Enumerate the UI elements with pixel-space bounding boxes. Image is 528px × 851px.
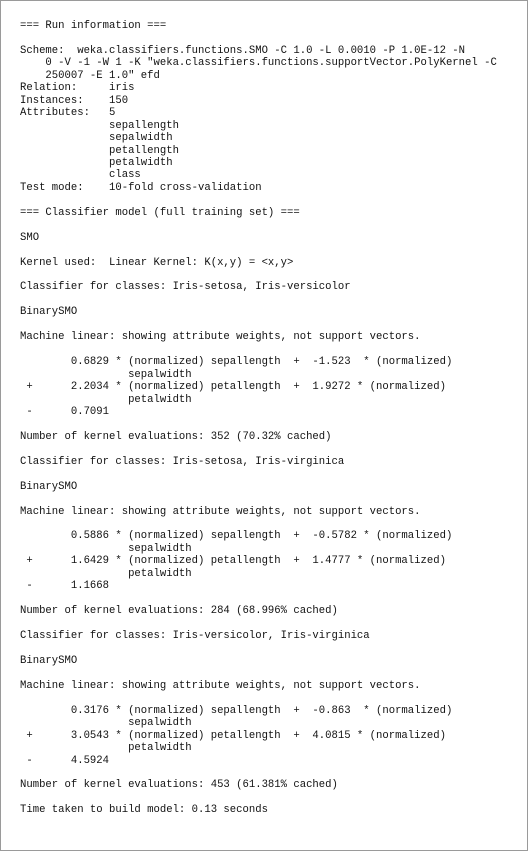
output-line: Scheme: weka.classifiers.functions.SMO -C 1.0 -L 0.0010 -P 1.0E-12 -N [20,44,466,57]
output-line: sepallength [20,119,179,132]
output-line: + 3.0543 * (normalized) petallength + 4.0815 * (normalized) [20,729,446,742]
output-line: petalwidth [20,156,173,169]
output-line: Relation: iris [20,82,135,95]
output-line: 0.6829 * (normalized) sepallength + -1.523 * (normalized) [20,356,453,369]
output-line: petalwidth [20,567,192,580]
output-line: Machine linear: showing attribute weights, not support vectors. [20,679,421,692]
output-line: - 4.5924 [20,754,110,767]
output-line: - 1.1668 [20,580,110,593]
output-line: + 1.6429 * (normalized) petallength + 1.4777 * (normalized) [20,555,446,568]
output-line: 0.5886 * (normalized) sepallength + -0.5782 * (normalized) [20,530,453,543]
output-line: sepalwidth [20,717,192,730]
output-line: Attributes: 5 [20,107,116,120]
output-line: Test mode: 10-fold cross-validation [20,181,262,194]
output-line: Number of kernel evaluations: 284 (68.996% cached) [20,605,338,618]
output-line: BinarySMO [20,306,78,319]
output-line: Classifier for classes: Iris-versicolor, Iris-virginica [20,630,370,643]
classifier-output-text[interactable] [1,1,527,850]
output-line: Classifier for classes: Iris-setosa, Iris-virginica [20,455,345,468]
output-line: 250007 -E 1.0" efd [20,69,160,82]
output-line: SMO [20,231,40,244]
output-line: Machine linear: showing attribute weights, not support vectors. [20,505,421,518]
output-line: - 0.7091 [20,405,110,418]
output-line: === Run information === [20,20,167,32]
output-line: Number of kernel evaluations: 453 (61.381% cached) [20,779,338,792]
output-line: Kernel used: Linear Kernel: K(x,y) = <x,y> [20,256,294,269]
output-line: Time taken to build model: 0.13 seconds [20,804,268,817]
output-line: 0.3176 * (normalized) sepallength + -0.863 * (normalized) [20,704,453,717]
output-line: + 2.2034 * (normalized) petallength + 1.9272 * (normalized) [20,381,446,394]
output-line: petalwidth [20,393,192,406]
output-line: sepalwidth [20,542,192,555]
output-line: BinarySMO [20,480,78,493]
output-line: BinarySMO [20,654,78,667]
output-line: sepalwidth [20,132,173,145]
output-line: 0 -V -1 -W 1 -K "weka.classifiers.functions.supportVector.PolyKernel -C [20,57,497,70]
output-line: === Classifier model (full training set) === [20,206,300,219]
output-line: petalwidth [20,742,192,755]
output-line: Number of kernel evaluations: 352 (70.32% cached) [20,430,332,443]
output-line: sepalwidth [20,368,192,381]
output-line: Instances: 150 [20,94,129,107]
output-line: class [20,169,141,182]
output-line: Classifier for classes: Iris-setosa, Iris-versicolor [20,281,351,294]
output-line: petallength [20,144,179,157]
output-line: Machine linear: showing attribute weights, not support vectors. [20,331,421,344]
